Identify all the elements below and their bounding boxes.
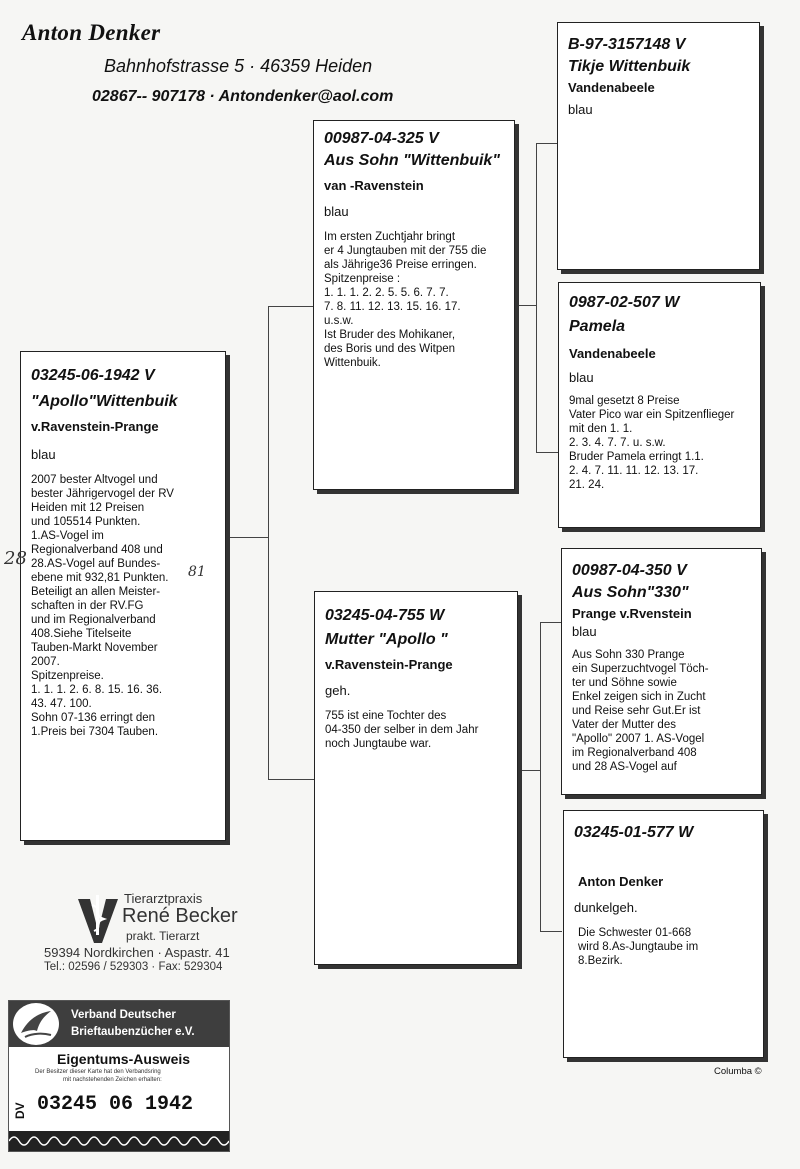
father-ring: 00987-04-325 V [324,130,439,147]
connector-to-father [268,306,313,307]
father-name: Aus Sohn "Wittenbuik" [324,152,500,169]
subject-card [20,351,226,841]
mother-card [314,591,518,965]
stamp-border-pattern [9,1131,229,1151]
subject-ring: 03245-06-1942 V [31,367,155,384]
mm-ring: 03245-01-577 W [574,824,694,841]
connector-to-fm [536,452,558,453]
mf-ring: 00987-04-350 V [572,562,687,579]
vet-title: prakt. Tierarzt [126,929,200,943]
ownership-stamp [8,1000,230,1152]
vet-phone: Tel.: 02596 / 529303 · Fax: 529304 [44,961,223,973]
fm-description: 9mal gesetzt 8 Preise Vater Pico war ein Spitzenflieger mit den 1. 1. 2. 3. 4. 7. 7. u. s.w. Bruder Pamela erringt 1.1. 2. 4. 7. 11. 11. 12. 13. 17. 21. 24. [569,395,735,491]
mother-color: geh. [325,683,351,698]
connector-father-out [518,305,537,306]
fm-breed: Vandenabeele [569,346,656,361]
stamp-ring-number: 03245 06 1942 [37,1093,194,1116]
stamp-small-line2: mit nachstehenden Zeichen erhalten: [63,1077,162,1083]
connector-mother-out [520,770,541,771]
subject-description: 2007 bester Altvogel und bester Jährigervogel der RV Heiden mit 12 Preisen und 105514 Punkten. 1.AS-Vogel im Regionalverband 408 und 28.AS-Vogel auf Bundes- ebene mit 932,81 Punkten. Beteiligt an allen Meister- schaften in der RV.FG und im Regionalverband 408.Siehe Titelseite Tauben-Markt November 2007. Spitzenpreise. 1. 1. 1. 2. 6. 8. 15. 16. 36. 43. 47. 100. Sohn 07-136 erringt den 1.Preis bei 7304 Tauben. [31,474,174,738]
subject-breed: v.Ravenstein-Prange [31,419,159,434]
mm-color: dunkelgeh. [574,900,638,915]
mf-name: Aus Sohn"330" [572,584,689,601]
connector-to-mf [540,622,562,623]
stamp-small-line1: Der Besitzer dieser Karte hat den Verbandsring [35,1069,161,1075]
subject-name: "Apollo"Wittenbuik [31,393,178,410]
connector-to-ff [536,143,558,144]
mm-description: Die Schwester 01-668 wird 8.As-Jungtaube im 8.Bezirk. [578,927,699,967]
mf-breed: Prange v.Rvenstein [572,606,692,621]
mother-breed: v.Ravenstein-Prange [325,657,453,672]
connector-to-mm [540,931,562,932]
vet-address: 59394 Nordkirchen · Aspastr. 41 [44,945,230,960]
ff-color: blau [568,102,593,117]
connector-parents-vertical [268,306,269,780]
stamp-org-line1: Verband Deutscher [71,1009,176,1021]
vet-name: René Becker [122,905,238,927]
connector-to-mother [268,779,314,780]
owner-contact: 02867-- 907178 · Antondenker@aol.com [92,88,394,105]
handwritten-number: 28 [4,548,27,569]
stamp-dv: DV [13,1102,27,1119]
connector-subject-out [226,537,269,538]
connector-father-vertical [536,143,537,453]
fm-ring: 0987-02-507 W [569,294,680,311]
columba-credit: Columba © [714,1066,762,1077]
mother-name: Mutter "Apollo " [325,631,448,648]
vet-logo [42,885,282,980]
mother-ring: 03245-04-755 W [325,607,445,624]
owner-address: Bahnhofstrasse 5 · 46359 Heiden [104,56,373,76]
father-color: blau [324,204,349,219]
stamp-header [9,1001,229,1047]
connector-mother-vertical [540,622,541,932]
owner-name: Anton Denker [22,20,161,45]
fm-color: blau [569,370,594,385]
mm-breed: Anton Denker [578,874,664,889]
fm-name: Pamela [569,318,626,335]
subject-color: blau [31,447,56,462]
mother-description: 755 ist eine Tochter des 04-350 der selber in dem Jahr noch Jungtaube war. [325,710,479,750]
father-card [313,120,515,490]
mf-description: Aus Sohn 330 Prange ein Superzuchtvogel Töch- ter und Söhne sowie Enkel zeigen sich in Zucht und Reise sehr Gut.Er ist Vater der Mutter des "Apollo" 2007 1. AS-Vogel im Regionalverband 408 und 28 AS-Vogel auf [572,649,709,773]
granddam-paternal-card [558,282,761,528]
pigeon-emblem-icon [13,1003,59,1045]
father-breed: van -Ravenstein [324,178,424,193]
caduceus-icon [76,893,120,945]
grandsire-maternal-card [561,548,762,795]
grandsire-paternal-card [557,22,760,270]
stamp-org-line2: Brieftaubenzücher e.V. [71,1026,195,1038]
handwritten-note: 81 [188,564,206,580]
ff-ring: B-97-3157148 V [568,36,686,53]
ff-breed: Vandenabeele [568,80,655,95]
vet-line1: Tierarztpraxis [124,891,203,906]
mf-color: blau [572,624,597,639]
ff-name: Tikje Wittenbuik [568,58,691,75]
father-description: Im ersten Zuchtjahr bringt er 4 Jungtauben mit der 755 die als Jährige36 Preise erringen. Spitzenpreise : 1. 1. 1. 2. 2. 5. 5. 6. 7. 7. 7. 8. 11. 12. 13. 15. 16. 17. u.s.w. Ist Bruder des Mohikaner, des Boris und des Witpen Wittenbuik. [324,231,487,369]
stamp-title: Eigentums-Ausweis [57,1051,191,1067]
granddam-maternal-card [563,810,764,1058]
